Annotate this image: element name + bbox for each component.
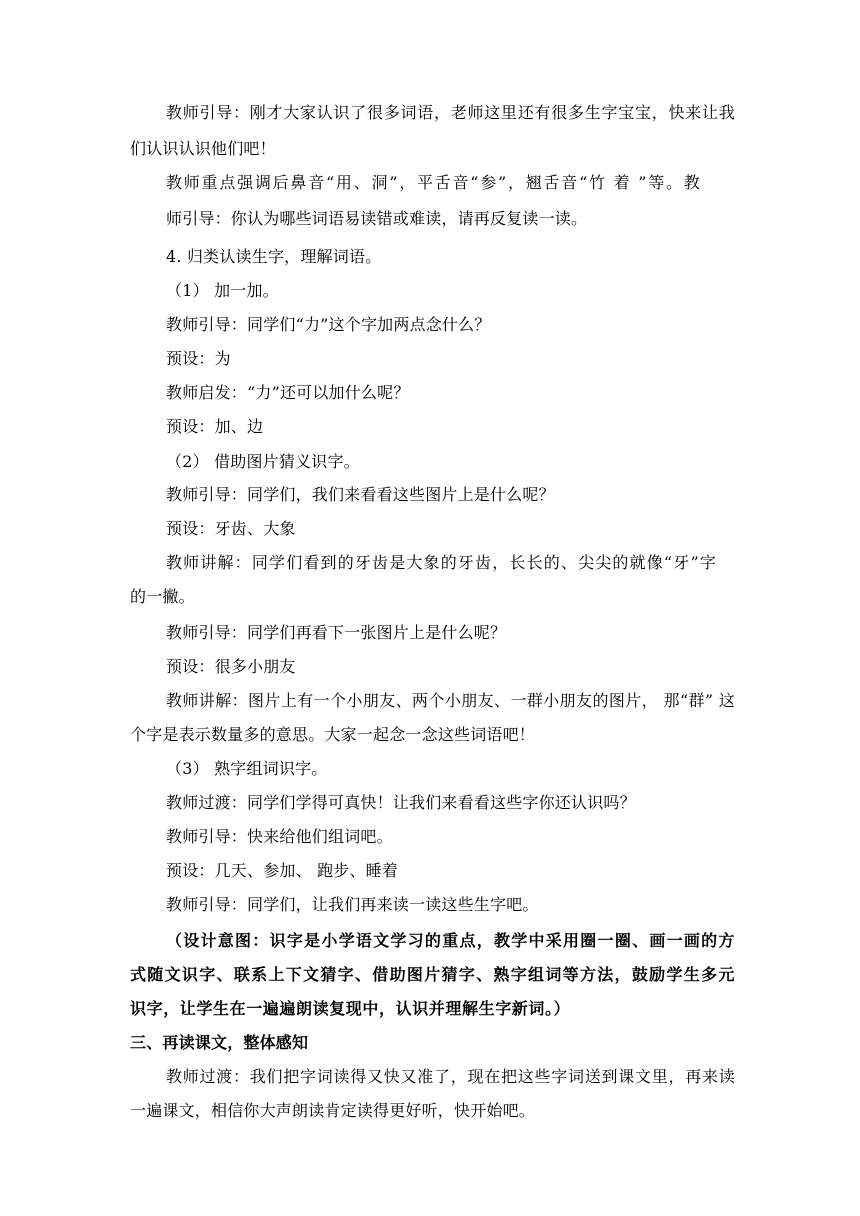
paragraph-line: 的一撇。 [130, 587, 195, 606]
paragraph-line: 师引导：你认为哪些词语易读错或难读，请再反复读一读。 [166, 209, 588, 228]
section-heading: 4. 归类认读生字，理解词语。 [166, 247, 382, 266]
paragraph-line: 预设：为 [166, 349, 231, 368]
subsection-heading: （3） 熟字组词识字。 [166, 759, 328, 778]
paragraph-line: 教师引导：同学们，让我们再来读一读这些生字吧。 [166, 895, 539, 914]
paragraph-line: 预设：加、边 [166, 417, 264, 436]
paragraph-line: 教师启发：“力”还可以加什么呢？ [166, 383, 410, 402]
paragraph-line: 教师引导：快来给他们组词吧。 [166, 827, 393, 846]
paragraph-line: 教师引导：同学们，我们来看看这些图片上是什么呢？ [166, 485, 555, 504]
design-intent-line: 识字，让学生在一遍遍朗读复现中，认识并理解生字新词。） [130, 999, 571, 1018]
subsection-heading: （1） 加一加。 [166, 281, 279, 300]
paragraph-line: 教师讲解：同学们看到的牙齿是大象的牙齿，长长的、尖尖的就像“牙”字 [166, 553, 716, 572]
paragraph-line: 教师引导：同学们再看下一张图片上是什么呢？ [166, 623, 507, 642]
paragraph-line: 教师重点强调后鼻音“用、洞”，平舌音“参”，翘舌音“竹 着 ”等。教 [166, 173, 700, 192]
design-intent-line: 式随文识字、联系上下文猜字、借助图片猜字、熟字组词等方法，鼓励学生多元 [130, 965, 735, 984]
paragraph-line: 预设：几天、参加、 跑步、睡着 [166, 861, 399, 880]
section-title: 三、再读课文，整体感知 [130, 1033, 309, 1052]
paragraph-line: 教师过渡：我们把字词读得又快又准了，现在把这些字词送到课文里，再来读 [166, 1067, 735, 1086]
design-intent-line: （设计意图：识字是小学语文学习的重点，教学中采用圈一圈、画一画的方 [166, 931, 735, 950]
subsection-heading: （2） 借助图片猜义识字。 [166, 452, 360, 471]
paragraph-line: 预设：牙齿、大象 [166, 519, 296, 538]
paragraph-line: 一遍课文，相信你大声朗读肯定读得更好听，快开始吧。 [130, 1101, 536, 1120]
paragraph-line: 教师引导：同学们“力”这个字加两点念什么？ [166, 315, 491, 334]
paragraph-line: 个字是表示数量多的意思。大家一起念一念这些词语吧！ [130, 725, 536, 744]
paragraph-line: 教师讲解：图片上有一个小朋友、两个小朋友、一群小朋友的图片， 那“群” 这 [166, 691, 735, 710]
paragraph-line: 教师引导：刚才大家认识了很多词语，老师这里还有很多生字宝宝，快来让我 [166, 103, 735, 122]
paragraph-line: 预设：很多小朋友 [166, 657, 296, 676]
paragraph-line: 们认识认识他们吧！ [130, 139, 276, 158]
paragraph-line: 教师过渡：同学们学得可真快！让我们来看看这些字你还认识吗？ [166, 793, 636, 812]
